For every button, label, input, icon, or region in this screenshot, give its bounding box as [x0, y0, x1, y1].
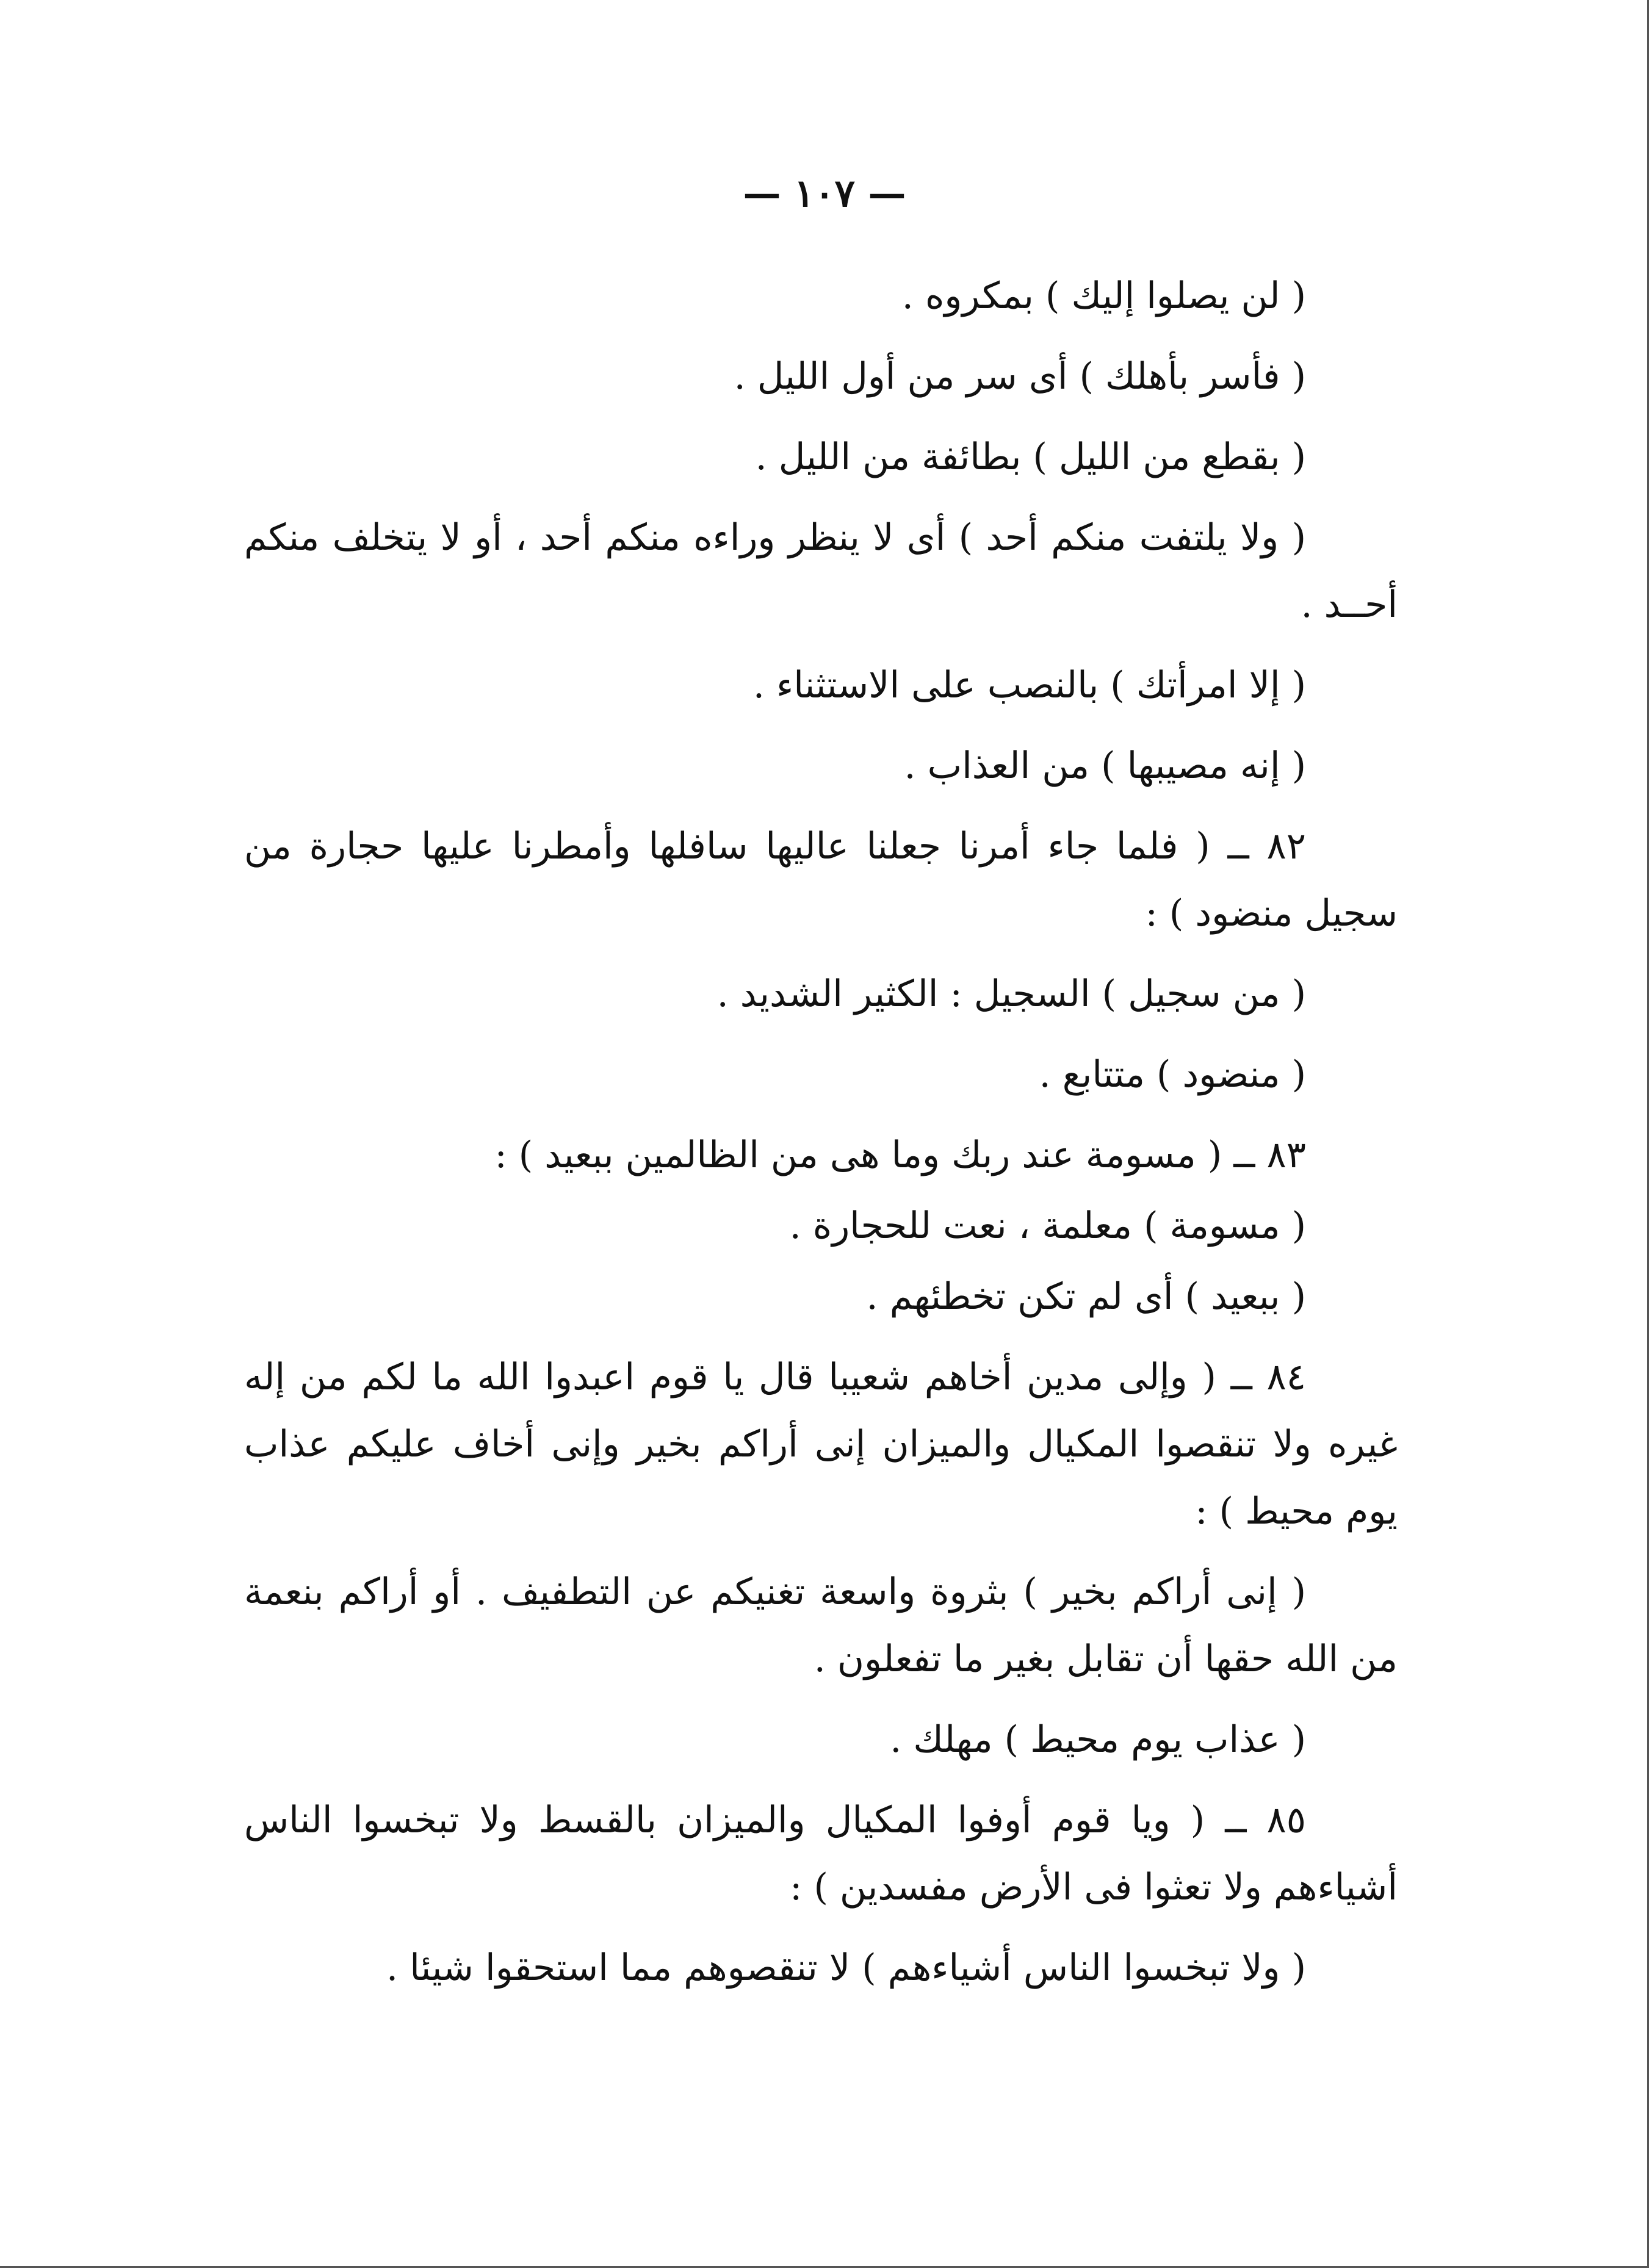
verse-paragraph: ٨٥ ــ ( ويا قوم أوفوا المكيال والميزان بالقسط ولا تبخسوا الناس أشياءهم ولا تعثوا فى الأرض مفسدين ) :: [244, 1799, 1398, 1909]
gloss-paragraph: ( إنه مصيبها ) من العذاب .: [904, 744, 1306, 787]
gloss-paragraph: ( من سجيل ) السجيل : الكثير الشديد .: [716, 973, 1306, 1015]
gloss-paragraph: ( مسومة ) معلمة ، نعت للحجارة .: [789, 1204, 1306, 1247]
verse-paragraph: ٨٤ ــ ( وإلى مدين أخاهم شعيبا قال يا قوم اعبدوا الله ما لكم من إله غيره ولا تنقصوا المكيال والميزان إنى أراكم بخير وإنى أخاف عليكم عذاب يوم محيط ) :: [244, 1356, 1398, 1533]
gloss-paragraph: ( فأسر بأهلك ) أى سر من أول الليل .: [734, 355, 1306, 398]
gloss-paragraph: ( إلا امرأتك ) بالنصب على الاستثناء .: [752, 664, 1306, 707]
gloss-paragraph: ( لن يصلوا إليك ) بمكروه .: [901, 275, 1306, 317]
gloss-paragraph: ( بقطع من الليل ) بطائفة من الليل .: [755, 436, 1306, 478]
body-text: [244, 262, 1398, 2015]
gloss-paragraph: ( ببعيد ) أى لم تكن تخطئهم .: [866, 1275, 1306, 1318]
gloss-paragraph: ( ولا تبخسوا الناس أشياءهم ) لا تنقصوهم مما استحقوا شيئا .: [386, 1946, 1306, 1989]
gloss-paragraph: ( منضود ) متتابع .: [1039, 1053, 1306, 1096]
verse-paragraph: ٨٢ ــ ( فلما جاء أمرنا جعلنا عاليها سافلها وأمطرنا عليها حجارة من سجيل منضود ) :: [244, 825, 1398, 935]
gloss-paragraph: ( عذاب يوم محيط ) مهلك .: [890, 1718, 1306, 1761]
verse-paragraph: ٨٣ ــ ( مسومة عند ربك وما هى من الظالمين ببعيد ) :: [494, 1134, 1306, 1176]
gloss-paragraph: ( ولا يلتفت منكم أحد ) أى لا ينظر وراءه منكم أحد ، أو لا يتخلف منكم أحــد .: [244, 516, 1398, 626]
gloss-paragraph: ( إنى أراكم بخير ) بثروة واسعة تغنيكم عن التطفيف . أو أراكم بنعمة من الله حقها أن تقابل بغير ما تفعلون .: [244, 1571, 1398, 1680]
page-number: — ١٠٧ —: [743, 171, 906, 215]
